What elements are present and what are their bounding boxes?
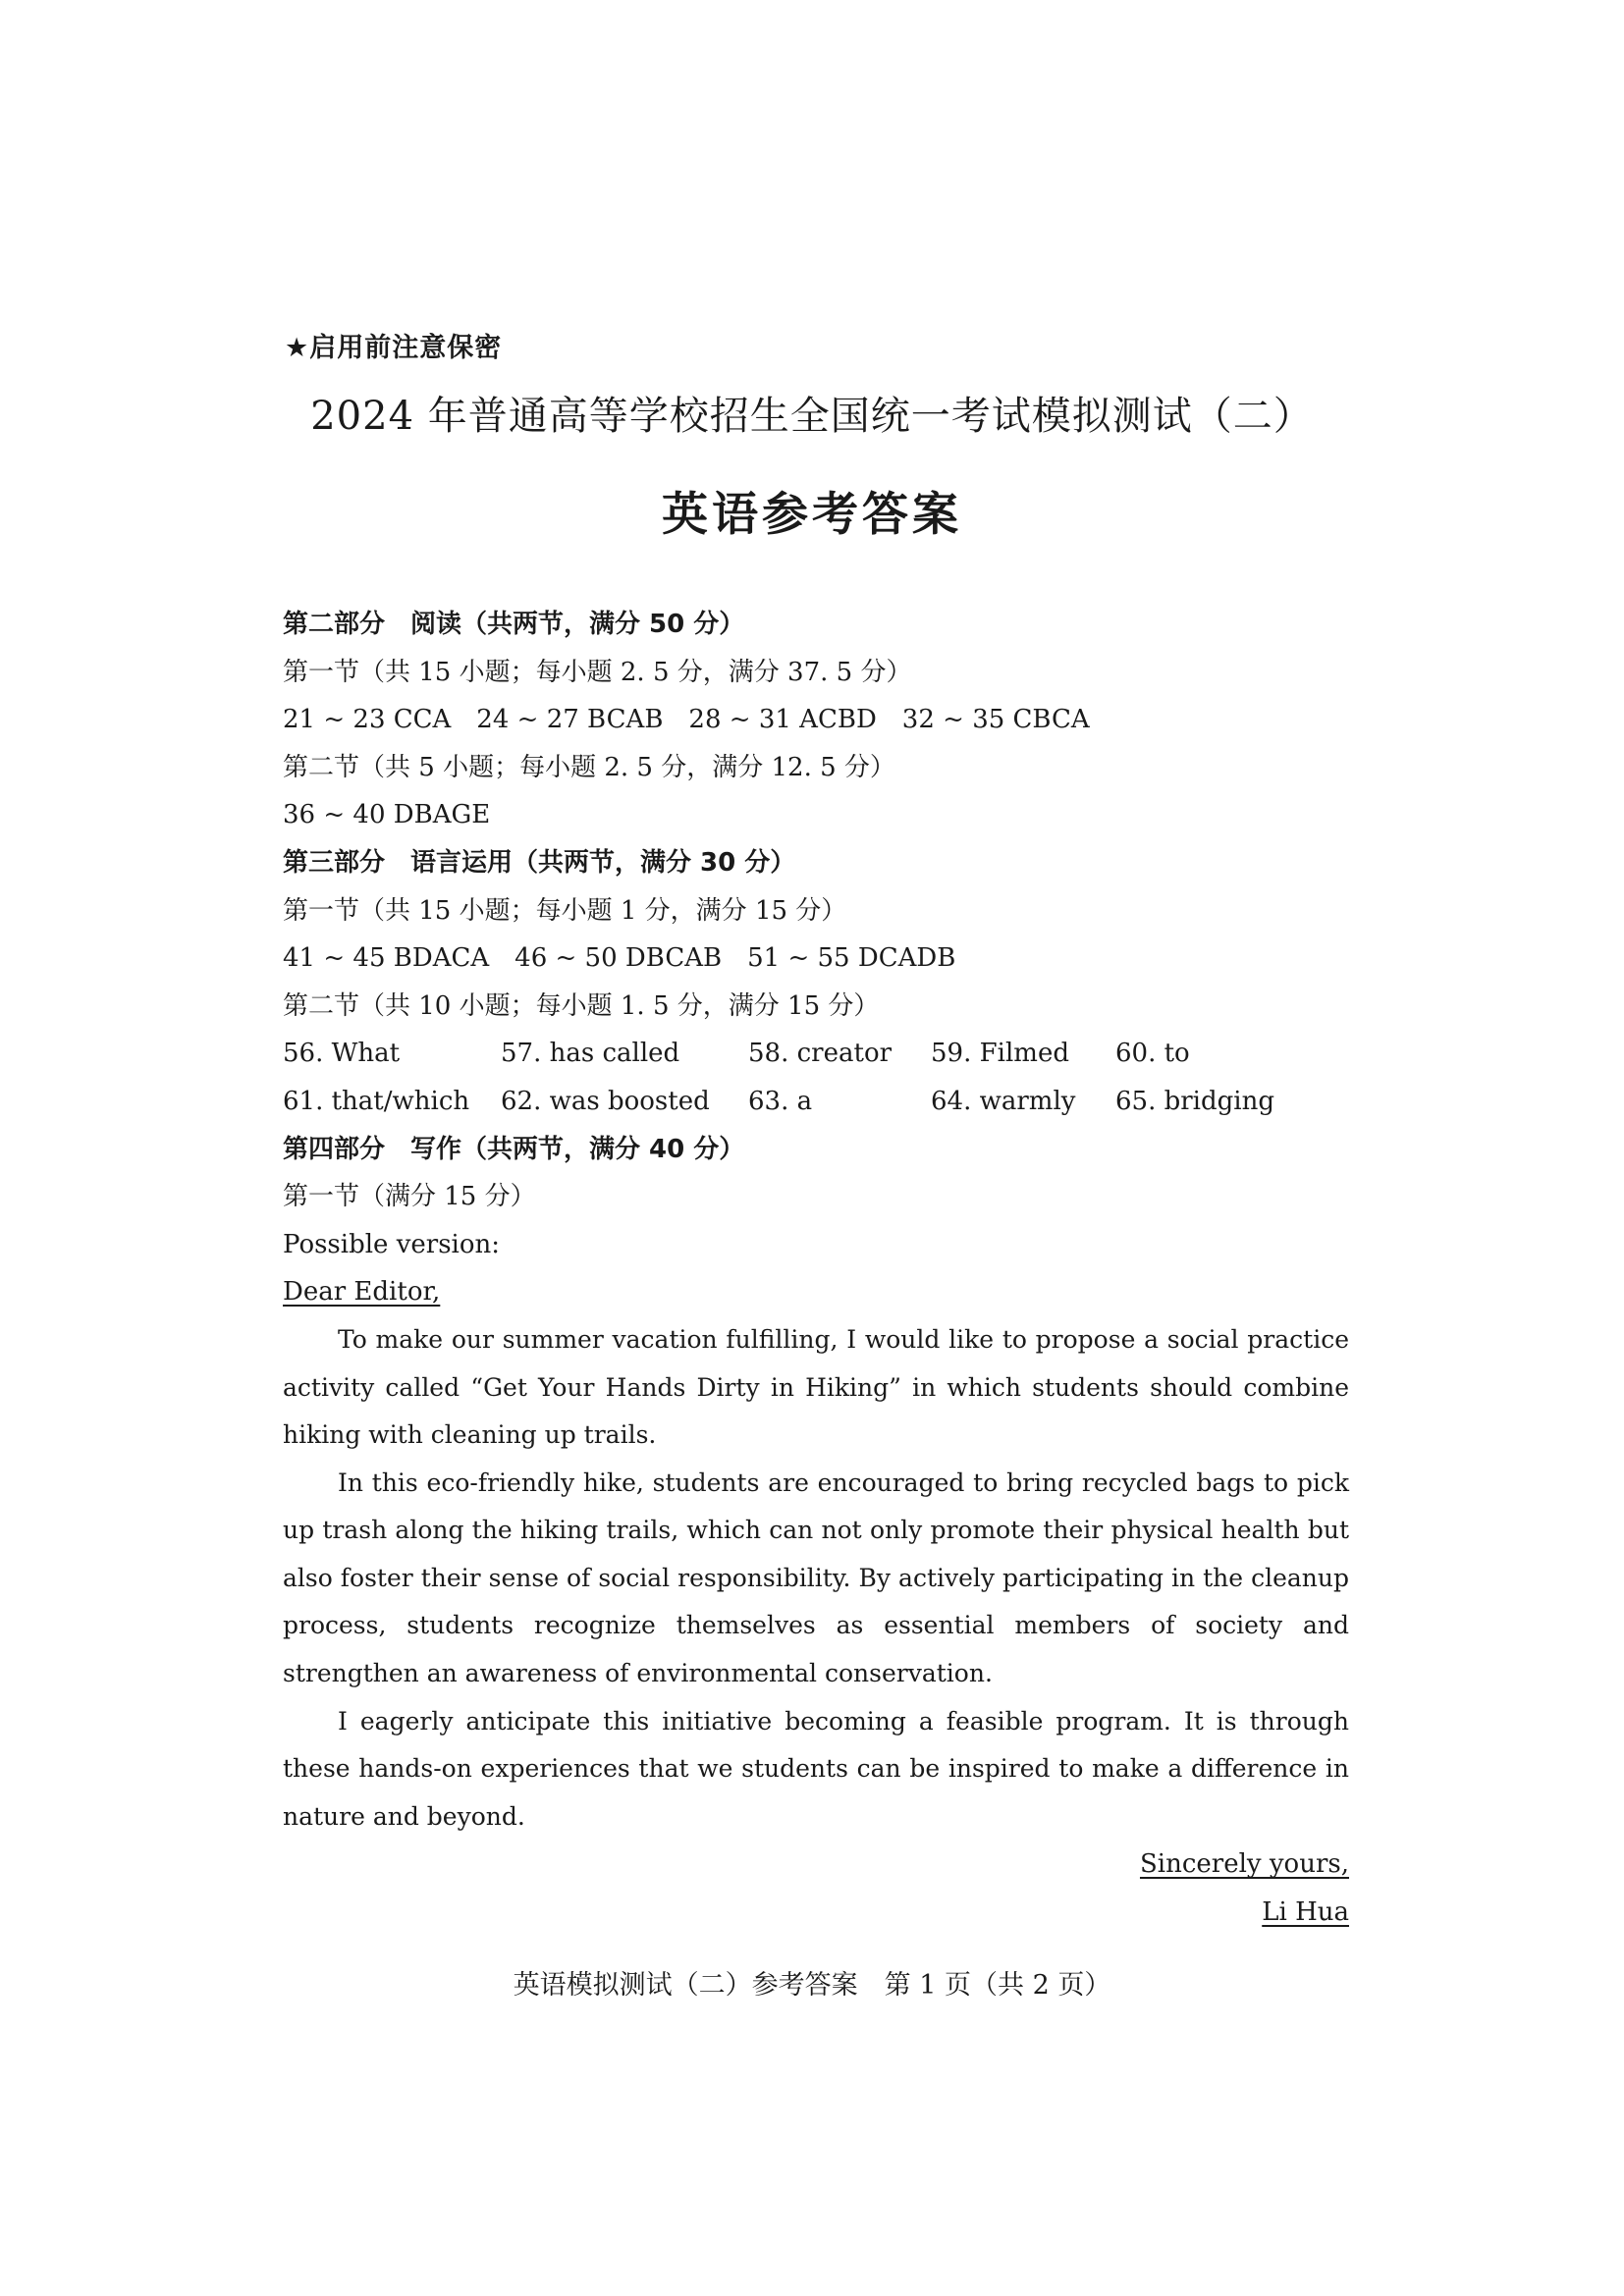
signature-text: Li Hua xyxy=(1262,1897,1349,1928)
fill-answer-58: 58. creator xyxy=(748,1039,893,1069)
fill-answers-row-1 xyxy=(283,1030,1349,1078)
fill-answer-56: 56. What xyxy=(283,1039,401,1069)
part2-section1-title: 第一节（共 15 小题；每小题 2. 5 分，满分 37. 5 分） xyxy=(283,657,912,687)
fill-answer-59: 59. Filmed xyxy=(931,1039,1069,1069)
letter-signature xyxy=(283,1889,1349,1937)
exam-title: 2024 年普通高等学校招生全国统一考试模拟测试（二） xyxy=(310,394,1314,439)
fill-answer-61: 61. that/which xyxy=(283,1086,470,1116)
part3-heading: 第三部分 语言运用（共两节，满分 30 分） xyxy=(283,847,796,878)
possible-version-label: Possible version: xyxy=(283,1229,501,1259)
fill-answers-row-2 xyxy=(283,1078,1349,1126)
answer-content xyxy=(283,601,1349,1937)
fill-answer-57: 57. has called xyxy=(501,1039,680,1069)
part2-section2-answers: 36 ~ 40 DBAGE xyxy=(283,800,491,830)
fill-answer-60: 60. to xyxy=(1115,1039,1190,1069)
part2-section1-answers: 21 ~ 23 CCA 24 ~ 27 BCAB 28 ~ 31 ACBD 32 ~ 35 CBCA xyxy=(283,705,1090,735)
fill-answer-64: 64. warmly xyxy=(931,1086,1076,1116)
page-footer: 英语模拟测试（二）参考答案 第 1 页（共 2 页） xyxy=(513,1970,1111,2001)
confidential-notice: ★启用前注意保密 xyxy=(285,333,503,363)
fill-answer-62: 62. was boosted xyxy=(501,1086,710,1116)
part4-heading: 第四部分 写作（共两节，满分 40 分） xyxy=(283,1134,745,1164)
part3-section2-title: 第二节（共 10 小题；每小题 1. 5 分，满分 15 分） xyxy=(283,990,880,1021)
part2-heading: 第二部分 阅读（共两节，满分 50 分） xyxy=(283,610,745,639)
letter-closing xyxy=(283,1841,1349,1889)
part3-section1-answers: 41 ~ 45 BDACA 46 ~ 50 DBCAB 51 ~ 55 DCADB xyxy=(283,943,956,974)
closing-text: Sincerely yours, xyxy=(1139,1849,1349,1880)
part2-section2-title: 第二节（共 5 小题；每小题 2. 5 分，满分 12. 5 分） xyxy=(283,752,895,782)
fill-answer-65: 65. bridging xyxy=(1115,1086,1274,1116)
salutation-text: Dear Editor, xyxy=(283,1277,441,1308)
letter-paragraph-2: In this eco-friendly hike, students are encouraged to bring recycled bags to pick up trash along the hiking trails, which can not only promote their physical health but also foster their sense of social responsibility. By actively participating in the cleanup process, students recognize themselves as essential members of society and strengthen an awareness of environmental conservation. xyxy=(283,1468,1349,1688)
letter-salutation xyxy=(283,1268,1349,1316)
part3-section1-title: 第一节（共 15 小题；每小题 1 分，满分 15 分） xyxy=(283,895,847,926)
letter-paragraph-1: To make our summer vacation fulfilling, I would like to propose a social practice activity called “Get Your Hands Dirty in Hiking” in which students should combine hiking with cleaning up trails. xyxy=(283,1324,1349,1450)
letter-paragraph-3: I eagerly anticipate this initiative becoming a feasible program. It is through these hands-on experiences that we students can be inspired to make a difference in nature and beyond. xyxy=(283,1706,1349,1831)
document-title: 英语参考答案 xyxy=(662,488,962,542)
part4-section1-title: 第一节（满分 15 分） xyxy=(283,1182,536,1212)
fill-answer-63: 63. a xyxy=(748,1086,813,1116)
